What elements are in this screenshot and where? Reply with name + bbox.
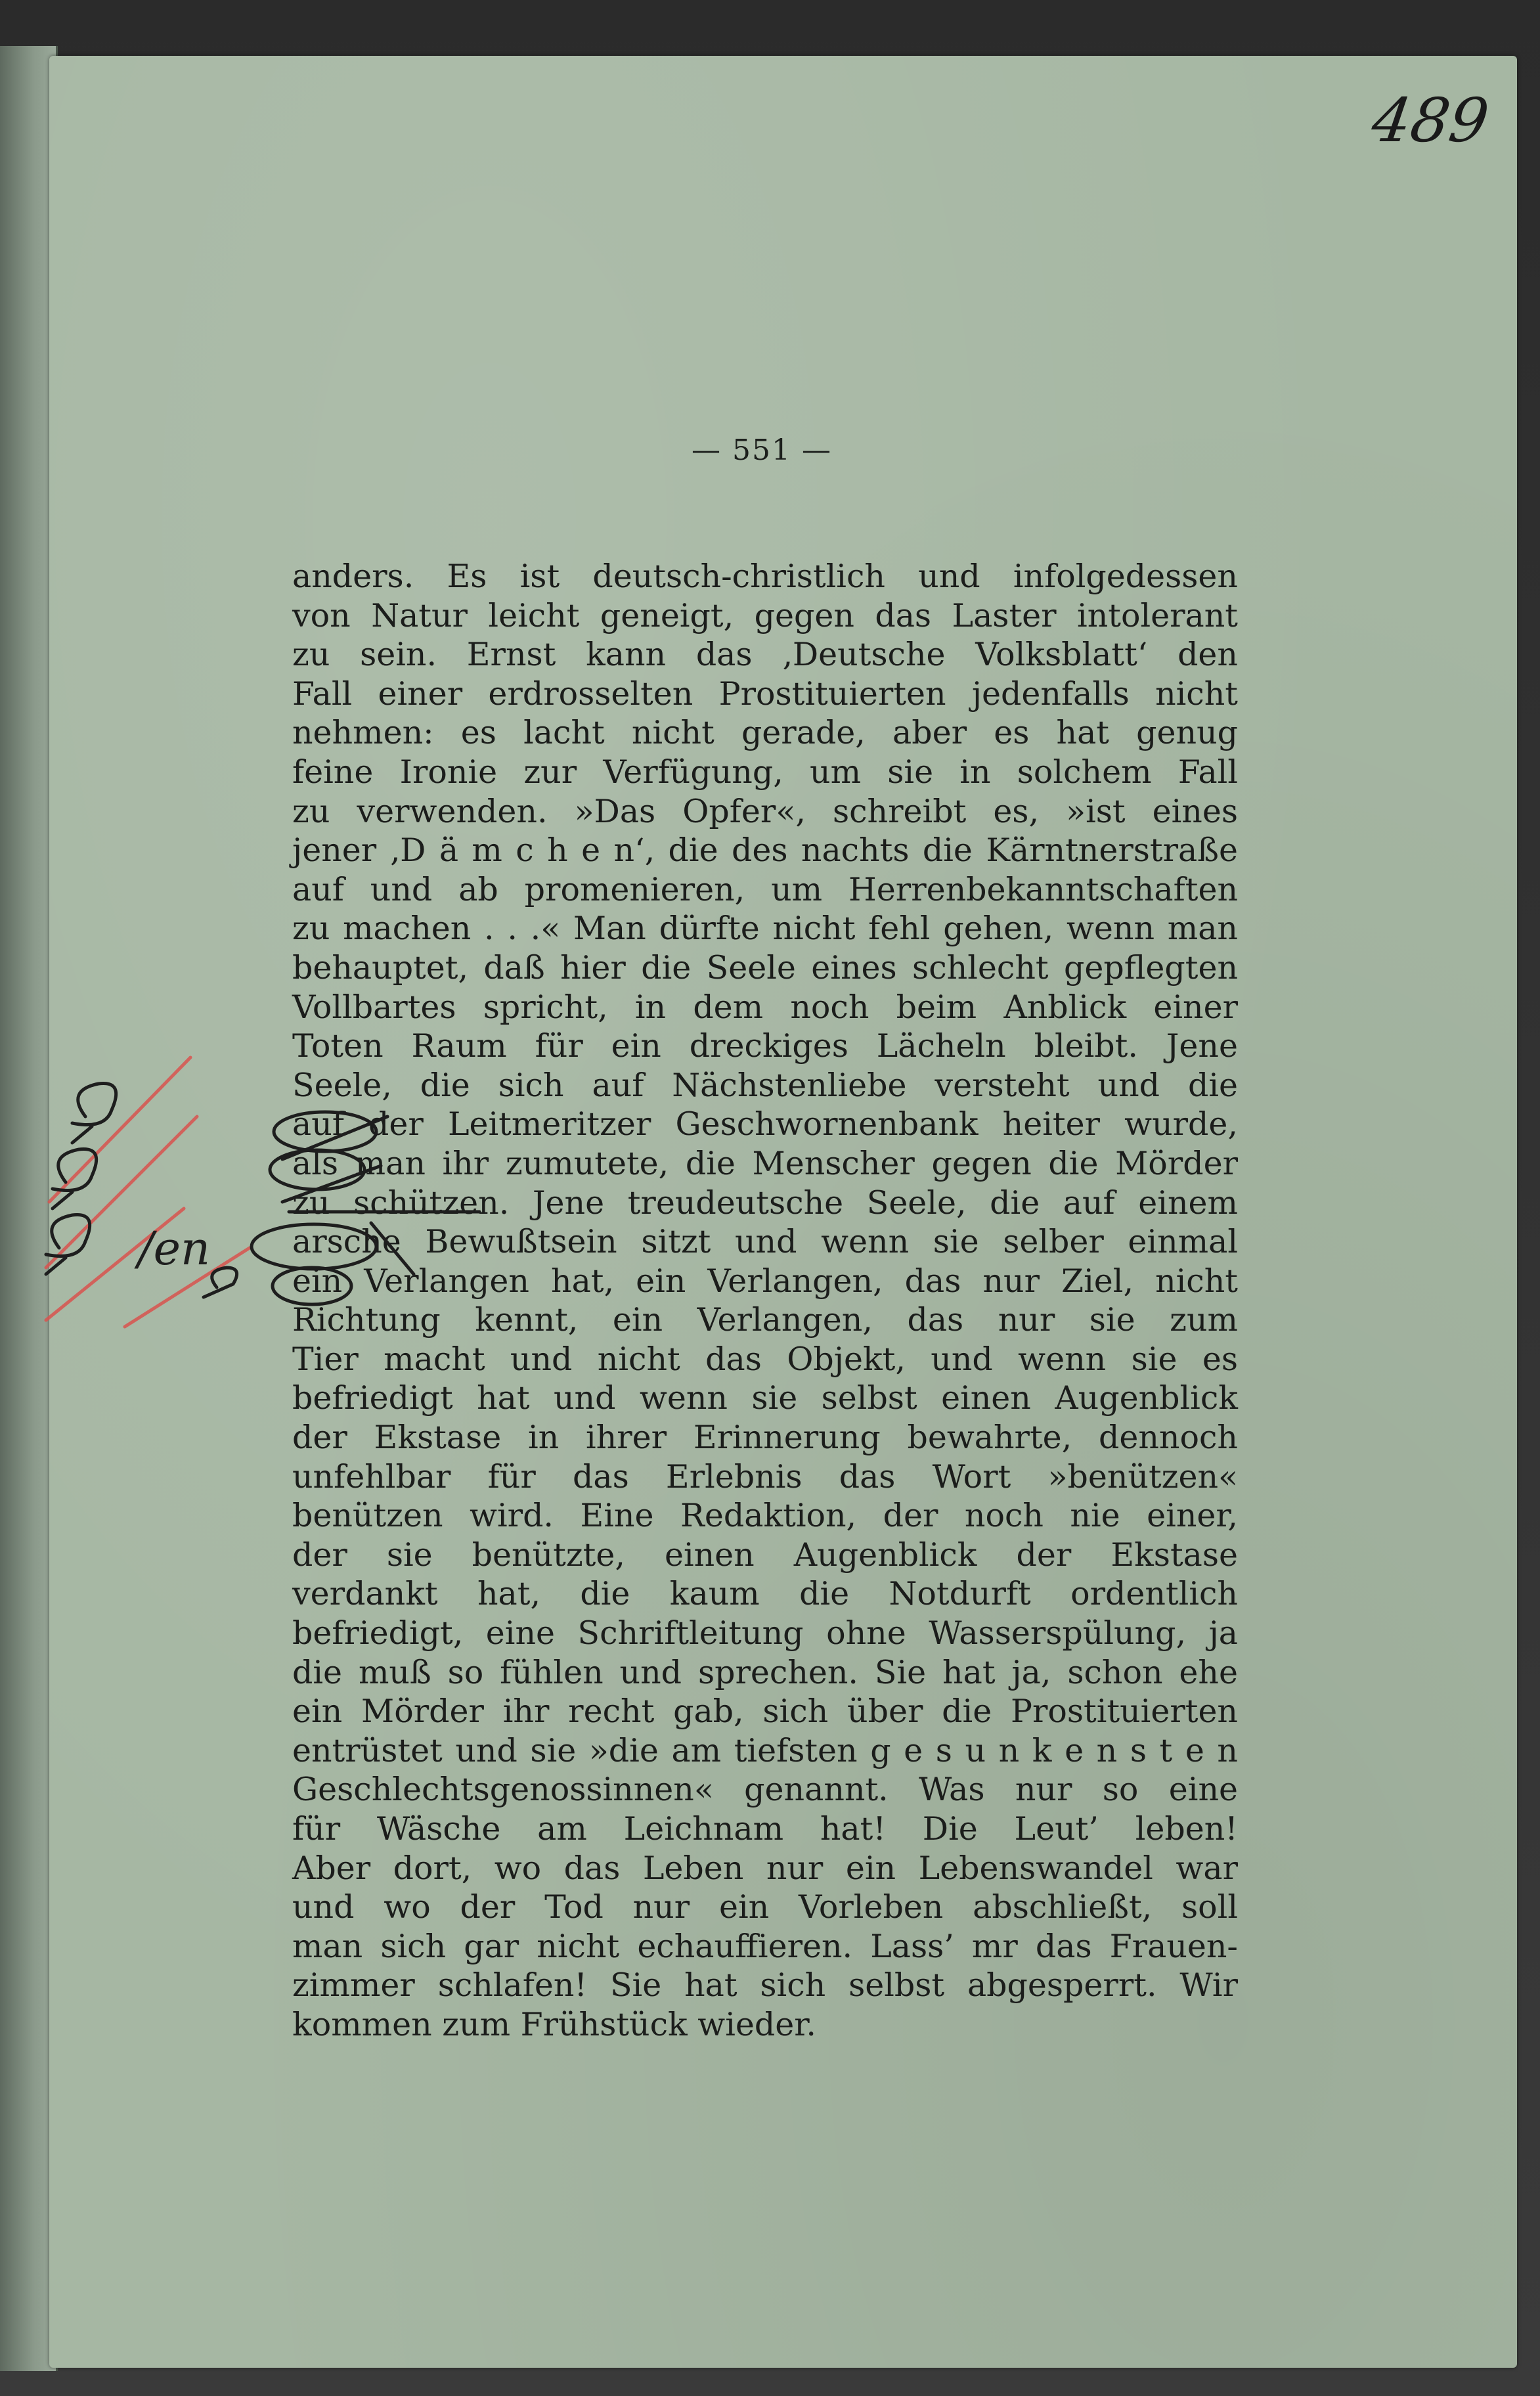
text-line: Vollbartes spricht, in dem noch beim Anblick einer [292,988,1238,1026]
text-line: Fall einer erdrosselten Prostituierten jedenfalls nicht [292,675,1238,713]
text-line: von Natur leicht geneigt, gegen das Laster intolerant [292,596,1238,634]
text-line: benützen wird. Eine Redaktion, der noch nie einer, [292,1497,1238,1535]
text-line: und wo der Tod nur ein Vorleben abschließt, soll [292,1888,1238,1926]
text-line: die muß so fühlen und sprechen. Sie hat ja, schon ehe [292,1653,1238,1691]
text-line: der sie benützte, einen Augenblick der Ekstase [292,1536,1238,1574]
text-line: zu machen . . .« Man dürfte nicht fehl gehen, wenn man [292,910,1238,948]
text-line: jener ‚D ä m c h e n‘, die des nachts die Kärntnerstraße [292,832,1238,870]
text-line: unfehlbar für das Erlebnis das Wort »benützen« [292,1457,1238,1496]
text-line: entrüstet und sie »die am tiefsten g e s u n k e n s t e n [292,1731,1238,1769]
text-line: anders. Es ist deutsch-christlich und infolgedessen [292,558,1238,595]
text-line: Geschlechtsgenossinnen« genannt. Was nur so eine [292,1771,1238,1809]
margin-note: /en [138,1222,211,1276]
text-line: Aber dort, wo das Leben nur ein Lebenswandel war [292,1849,1238,1887]
text-line: arsche Bewußtsein sitzt und wenn sie selber einmal [292,1223,1238,1261]
text-line: zu schützen. Jene treudeutsche Seele, die auf einem [292,1184,1238,1222]
text-line: kommen zum Frühstück wieder. [292,2005,816,2043]
text-line: man sich gar nicht echauffieren. Lass’ mr das Frauen- [292,1927,1238,1965]
text-line: zu verwenden. »Das Opfer«, schreibt es, »ist eines [292,792,1238,830]
body-text [292,557,1238,2045]
text-line: auf und ab promenieren, um Herrenbekanntschaften [292,870,1238,908]
text-line: zu sein. Ernst kann das ‚Deutsche Volksblatt‘ den [292,636,1238,674]
text-line: als man ihr zumutete, die Menscher gegen die Mörder [292,1144,1238,1182]
text-line: der Ekstase in ihrer Erinnerung bewahrte, dennoch [292,1419,1238,1457]
text-line: feine Ironie zur Verfügung, um sie in solchem Fall [292,753,1238,791]
text-line: auf der Leitmeritzer Geschwornenbank heiter wurde, [292,1105,1238,1143]
text-line: zimmer schlafen! Sie hat sich selbst abgesperrt. Wir [292,1966,1238,2005]
text-line: behauptet, daß hier die Seele eines schlecht gepflegten [292,948,1238,987]
text-line: ein Mörder ihr recht gab, sich über die Prostituierten [292,1693,1238,1731]
text-line: befriedigt, eine Schriftleitung ohne Wasserspülung, ja [292,1614,1238,1653]
text-line: nehmen: es lacht nicht gerade, aber es hat genug [292,714,1238,752]
text-line: befriedigt hat und wenn sie selbst einen Augenblick [292,1379,1238,1417]
text-line: für Wäsche am Leichnam hat! Die Leut’ leben! [292,1810,1238,1848]
handwritten-folio-number: 489 [1367,85,1493,156]
text-line: Toten Raum für ein dreckiges Lächeln bleibt. Jene [292,1027,1238,1065]
text-line: Tier macht und nicht das Objekt, und wenn sie es [292,1340,1238,1378]
text-line: Seele, die sich auf Nächstenliebe versteht und die [292,1066,1238,1104]
text-line: ein Verlangen hat, ein Verlangen, das nur Ziel, nicht [292,1262,1238,1300]
page-number: — 551 — [692,433,832,467]
text-line: Richtung kennt, ein Verlangen, das nur sie zum [292,1301,1238,1339]
text-line: verdankt hat, die kaum die Notdurft ordentlich [292,1575,1238,1613]
